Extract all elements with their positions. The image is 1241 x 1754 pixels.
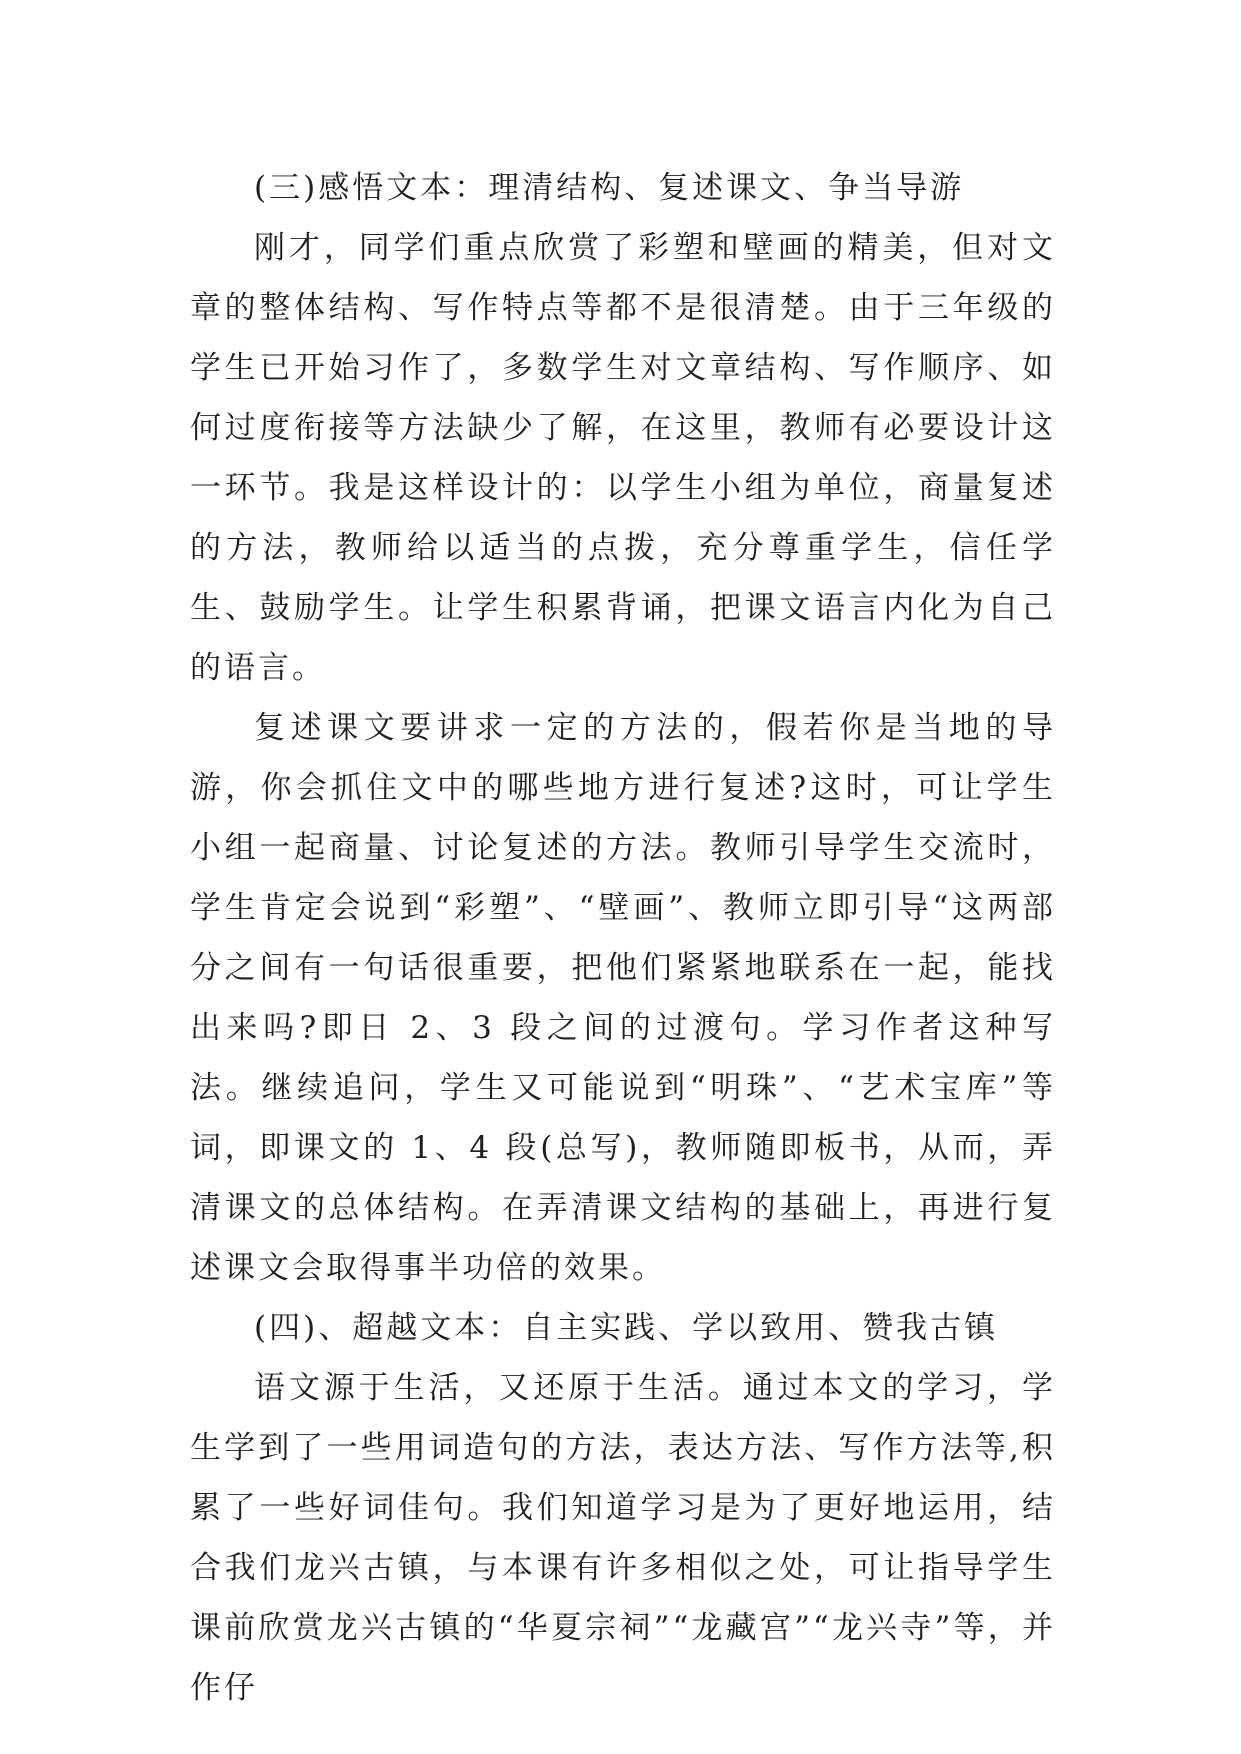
paragraph: 语文源于生活，又还原于生活。通过本文的学习，学生学到了一些用词造句的方法，表达方法、写作方法等,积累了一些好词佳句。我们知道学习是为了更好地运用，结合我们龙兴古镇，与本课有许多相似之处，可让指导学生课前欣赏龙兴古镇的“华夏宗祠”“龙藏宫”“龙兴寺”等，并作仔 [190, 1370, 1056, 1706]
section-heading-3: (三)感悟文本：理清结构、复述课文、争当导游 [254, 170, 965, 206]
document-body [190, 158, 1056, 1718]
section-heading-4: (四)、超越文本：自主实践、学以致用、赞我古镇 [254, 1310, 999, 1346]
paragraph: 复述课文要讲求一定的方法的，假若你是当地的导游，你会抓住文中的哪些地方进行复述?这时，可让学生小组一起商量、讨论复述的方法。教师引导学生交流时，学生肯定会说到“彩塑”、“壁画”、教师立即引导“这两部分之间有一句话很重要，把他们紧紧地联系在一起，能找出来吗?即日 2、3 段之间的过渡句。学习作者这种写法。继续追问，学生又可能说到“明珠”、“艺术宝库”等词，即课文的 1、4 段(总写)，教师随即板书，从而，弄清课文的总体结构。在弄清课文结构的基础上，再进行复述课文会取得事半功倍的效果。 [190, 710, 1056, 1286]
paragraph: 刚才，同学们重点欣赏了彩塑和壁画的精美，但对文章的整体结构、写作特点等都不是很清楚。由于三年级的学生已开始习作了，多数学生对文章结构、写作顺序、如何过度衔接等方法缺少了解，在这里，教师有必要设计这一环节。我是这样设计的：以学生小组为单位，商量复述的方法，教师给以适当的点拨，充分尊重学生，信任学生、鼓励学生。让学生积累背诵，把课文语言内化为自己的语言。 [190, 230, 1056, 686]
